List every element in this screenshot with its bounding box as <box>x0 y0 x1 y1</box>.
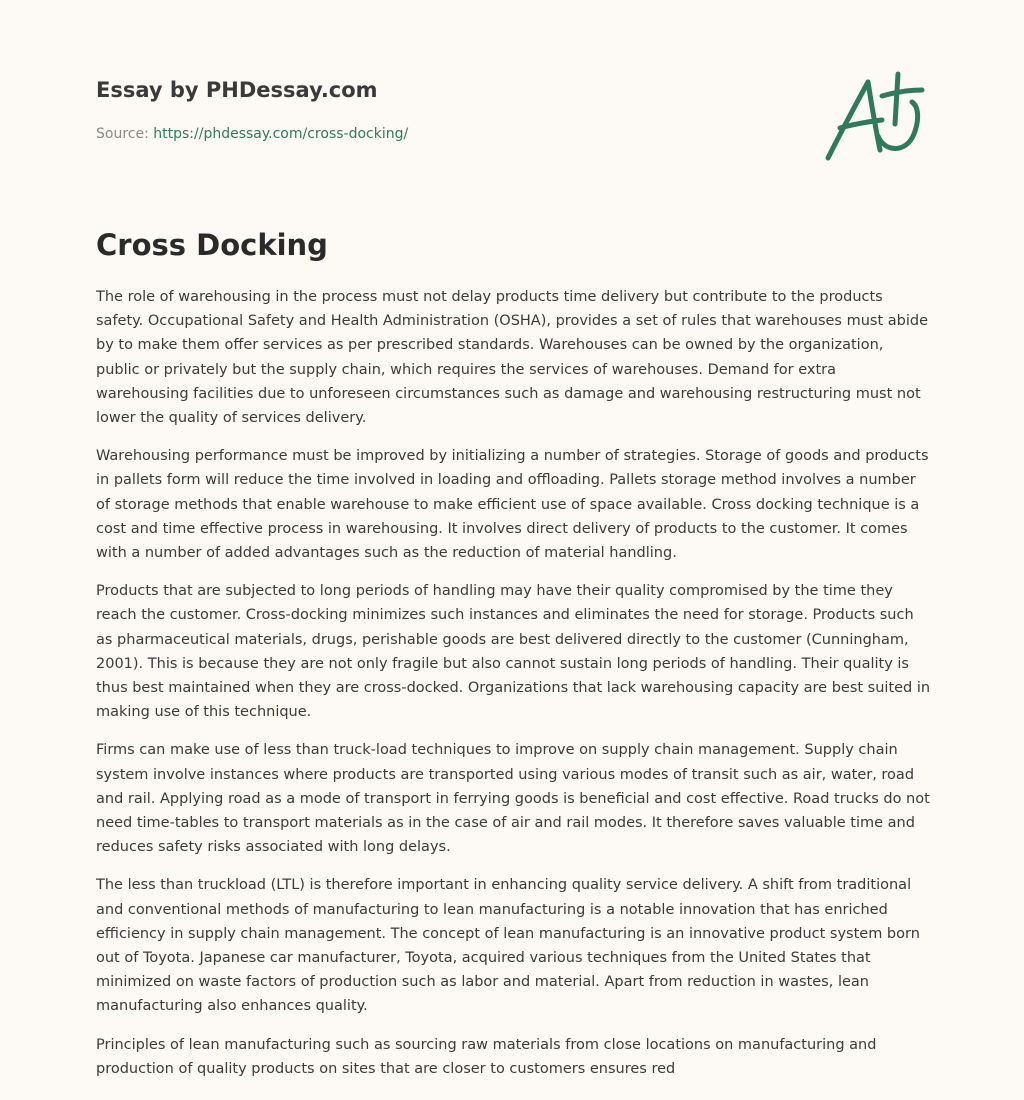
essay-paragraph: Warehousing performance must be improved by initializing a number of strategies. Storage of goods and products in pallets form will reduce the time involved in loading and offloading. Pallets storage method involves a number of storage methods that enable warehouse to make efficient use of space available. Cross docking technique is a cost and time effective process in warehousing. It involves direct delivery of products to the customer. It comes with a number of added advantages such as the reduction of material handling. <box>96 448 929 562</box>
essay-paragraph: Principles of lean manufacturing such as sourcing raw materials from close locations on manufacturing and production of quality products on sites that are closer to customers ensures red <box>96 1036 877 1077</box>
source-label: Source: <box>96 126 149 142</box>
site-brand: Essay by PHDessay.com <box>96 78 378 102</box>
page-header <box>96 76 928 176</box>
essay-paragraph: Products that are subjected to long periods of handling may have their quality compromised by the time they reach the customer. Cross-docking minimizes such instances and eliminates the need for storage. Products such as pharmaceutical materials, drugs, perishable goods are best delivered directly to the customer (Cunningham, 2001). This is because they are not only fragile but also cannot sustain long periods of handling. Their quality is thus best maintained when they are cross-docked. Organizations that lack warehousing capacity are best suited in making use of this technique. <box>96 583 931 721</box>
essay-paragraph: Firms can make use of less than truck-load techniques to improve on supply chain management. Supply chain system involve instances where products are transported using various modes of transit such as air, water, road and rail. Applying road as a mode of transport in ferrying goods is beneficial and cost effective. Road trucks do not need time-tables to transport materials as in the case of air and rail modes. It therefore saves valuable time and reduces safety risks associated with long delays. <box>96 742 930 856</box>
essay-paragraph: The less than truckload (LTL) is therefore important in enhancing quality service delivery. A shift from traditional and conventional methods of manufacturing to lean manufacturing is a notable innovation that has enriched efficiency in supply chain management. The concept of lean manufacturing is an innovative product system born out of Toyota. Japanese car manufacturer, Toyota, acquired various techniques from the United States that minimized on waste factors of production such as labor and material. Apart from reduction in wastes, lean manufacturing also enhances quality. <box>96 877 920 1015</box>
source-line <box>96 124 928 144</box>
essay-title: Cross Docking <box>96 228 328 262</box>
a-plus-logo-icon <box>822 68 928 164</box>
essay-body <box>96 285 931 1095</box>
essay-paragraph: The role of warehousing in the process must not delay products time delivery but contribute to the products safety. Occupational Safety and Health Administration (OSHA), provides a set of rules that warehouses must abide by to make them offer services as per prescribed standards. Warehouses can be owned by the organization, public or privately but the supply chain, which requires the services of warehouses. Demand for extra warehousing facilities due to unforeseen circumstances such as damage and warehousing restructuring must not lower the quality of services delivery. <box>96 289 928 427</box>
source-link[interactable]: https://phdessay.com/cross-docking/ <box>153 126 409 142</box>
